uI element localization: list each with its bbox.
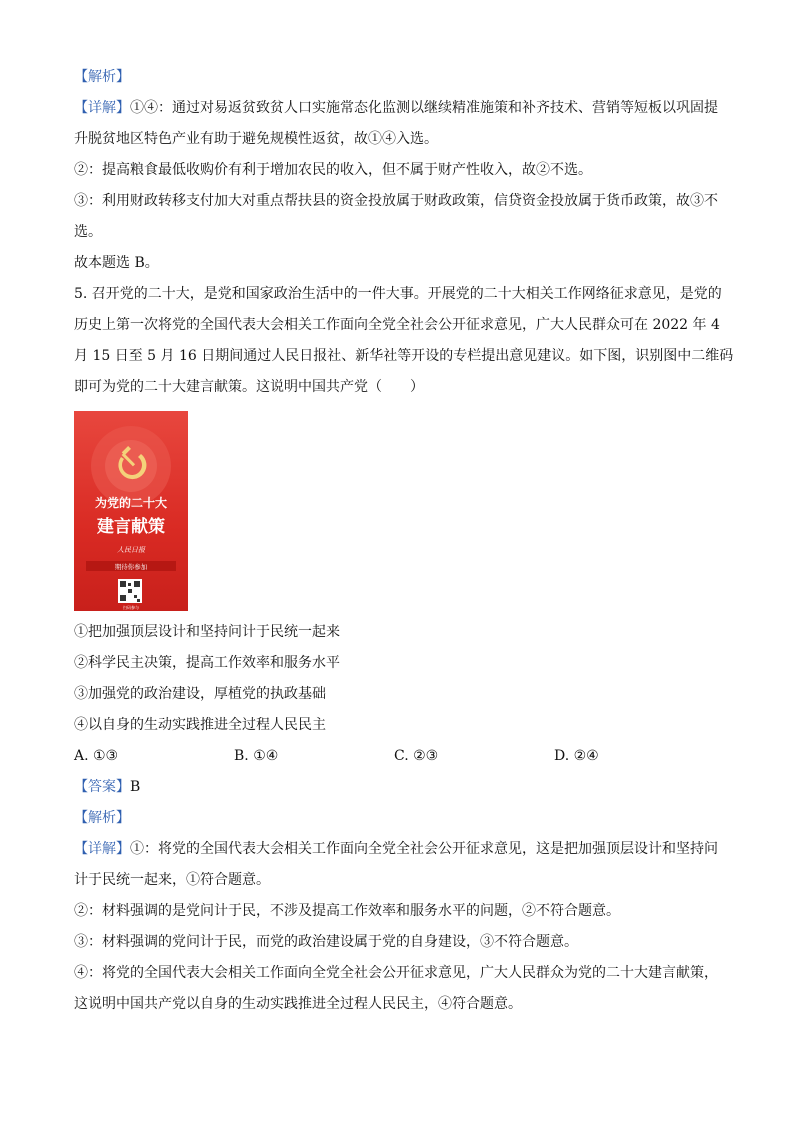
option-b: B. ①④ (234, 748, 279, 764)
statement-4: ④以自身的生动实践推进全过程人民民主 (74, 717, 326, 733)
qr-code-icon (118, 579, 142, 603)
analysis-tag: 【解析】 (74, 69, 130, 85)
answer-value: B (130, 779, 141, 795)
prev-analysis-heading (74, 62, 724, 93)
answer-line (74, 772, 724, 803)
question-line-2: 历史上第一次将党的全国代表大会相关工作面向全党全社会公开征求意见，广大人民群众可在 2022 年 4 (74, 317, 720, 333)
analysis-line-5: ④：将党的全国代表大会相关工作面向全党全社会公开征求意见，广大人民群众为党的二十大建言献策， (74, 965, 718, 981)
statement-2: ②科学民主决策，提高工作效率和服务水平 (74, 655, 340, 671)
poster-line-2: 建言献策 (97, 517, 165, 537)
analysis-line-1: 【详解】①：将党的全国代表大会相关工作面向全党全社会公开征求意见，这是把加强顶层设计和坚持问 (74, 841, 718, 857)
poster-ribbon: 期待你参加 (114, 563, 148, 571)
analysis-line-2: 计于民统一起来，①符合题意。 (74, 872, 270, 888)
detail-tag: 【详解】 (74, 100, 130, 116)
analysis-tag: 【解析】 (74, 810, 130, 826)
analysis-heading (74, 803, 724, 834)
option-c: C. ②③ (394, 748, 439, 764)
option-a: A. ①③ (74, 748, 119, 764)
statement-1: ①把加强顶层设计和坚持问计于民统一起来 (74, 624, 340, 640)
analysis-line-3: ②：材料强调的是党问计于民，不涉及提高工作效率和服务水平的问题，②不符合题意。 (74, 903, 620, 919)
poster-brand: 人民日报 (117, 546, 145, 554)
answer-options (74, 741, 724, 772)
document-page (74, 62, 734, 1020)
detail-tag: 【详解】 (74, 841, 130, 857)
analysis-line-6: 这说明中国共产党以自身的生动实践推进全过程人民民主，④符合题意。 (74, 996, 522, 1012)
statement-3: ③加强党的政治建设，厚植党的执政基础 (74, 686, 326, 702)
poster-image (74, 411, 188, 611)
prev-analysis-line-1: 【详解】①④：通过对易返贫致贫人口实施常态化监测以继续精准施策和补齐技术、营销等短板以巩固提 (74, 100, 718, 116)
prev-analysis-line-2: 升脱贫地区特色产业有助于避免规模性返贫，故①④入选。 (74, 131, 438, 147)
option-d: D. ②④ (554, 748, 599, 764)
prev-analysis-line-3: ②：提高粮食最低收购价有利于增加农民的收入，但不属于财产性收入，故②不选。 (74, 162, 592, 178)
answer-tag: 【答案】 (74, 779, 130, 795)
prev-answer-line: 故本题选 B。 (74, 255, 159, 271)
analysis-line-4: ③：材料强调的党问计于民，而党的政治建设属于党的自身建设，③不符合题意。 (74, 934, 578, 950)
prev-analysis-line-4: ③：利用财政转移支付加大对重点帮扶县的资金投放属于财政政策，信贷资金投放属于货币政策，故③不 (74, 193, 718, 209)
question-line-1: 5. 召开党的二十大，是党和国家政治生活中的一件大事。开展党的二十大相关工作网络征求意见，是党的 (74, 286, 722, 302)
poster-line-1: 为党的二十大 (94, 496, 168, 510)
question-line-3: 月 15 日至 5 月 16 日期间通过人民日报社、新华社等开设的专栏提出意见建议。如下图，识别图中二维码 (74, 348, 734, 364)
poster-caption: 扫码参与 (123, 605, 139, 610)
question-line-4: 即可为党的二十大建言献策。这说明中国共产党（ ） (74, 379, 424, 395)
prev-analysis-line-5: 选。 (74, 224, 102, 240)
poster-graphic (74, 411, 188, 611)
